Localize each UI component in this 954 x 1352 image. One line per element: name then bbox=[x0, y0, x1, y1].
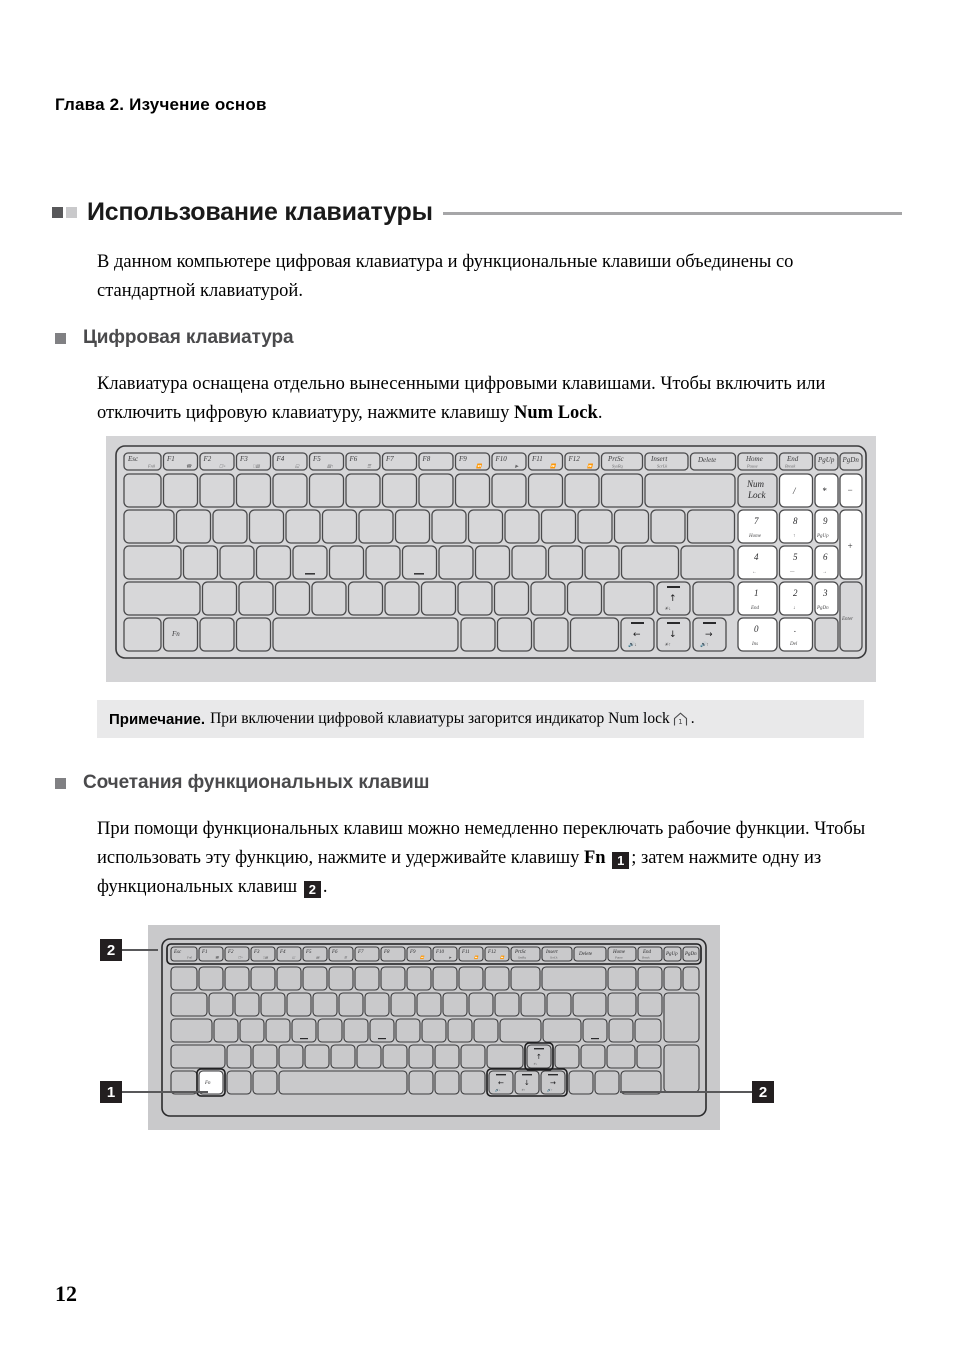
svg-text:⏩: ⏩ bbox=[587, 463, 593, 469]
svg-text:*: * bbox=[822, 486, 827, 496]
svg-text:ScrLk: ScrLk bbox=[657, 463, 668, 469]
numpad-paragraph-text-1: Клавиатура оснащена отдельно вынесенными цифровыми клавишами. Чтобы включить или отключить цифровую клавиатуру, нажмите клавишу bbox=[97, 374, 826, 423]
bullet-square-icon bbox=[55, 333, 66, 344]
svg-text:−: − bbox=[847, 485, 854, 495]
svg-text:F9: F9 bbox=[459, 455, 467, 463]
svg-text:□▤: □▤ bbox=[263, 955, 268, 960]
subsection-heading-numpad-text: Цифровая клавиатура bbox=[83, 327, 294, 348]
bullet-square-icon bbox=[55, 778, 66, 789]
svg-text:SysRq: SysRq bbox=[518, 955, 526, 960]
svg-text:↓: ↓ bbox=[524, 1079, 530, 1087]
numpad-keyboard-illustration bbox=[106, 436, 876, 682]
svg-text:↑: ↑ bbox=[536, 1053, 542, 1061]
fn-paragraph-text-2: ; затем нажмите одну из функциональных клавиш bbox=[97, 848, 822, 897]
svg-text:PgDn: PgDn bbox=[685, 952, 697, 957]
home-key-row bbox=[171, 1019, 661, 1042]
heading-square-dark-icon bbox=[52, 207, 63, 218]
svg-text:F6: F6 bbox=[349, 455, 358, 463]
svg-text:→: → bbox=[550, 1079, 556, 1087]
svg-text:PgUp: PgUp bbox=[666, 952, 678, 957]
subsection-heading-fn-text: Сочетания функциональных клавиш bbox=[83, 772, 430, 793]
leader-line-right bbox=[620, 1091, 752, 1093]
svg-text:Esc: Esc bbox=[128, 455, 139, 463]
svg-text:Num: Num bbox=[747, 479, 765, 489]
note-text: При включении цифровой клавиатуры загорится индикатор Num lock bbox=[210, 710, 670, 727]
numpad-row-1 bbox=[738, 474, 862, 507]
svg-text:F2: F2 bbox=[203, 455, 212, 463]
arrow-down-key bbox=[657, 618, 690, 651]
svg-text:5: 5 bbox=[793, 552, 798, 562]
svg-text:☎: ☎ bbox=[215, 955, 219, 960]
inline-callout-1: 1 bbox=[612, 852, 629, 869]
callout-marker-2-right: 2 bbox=[752, 1081, 774, 1103]
svg-text:F12: F12 bbox=[488, 950, 497, 955]
figure-numpad-keyboard bbox=[106, 436, 876, 682]
svg-text:End: End bbox=[787, 455, 799, 463]
svg-text:Enter: Enter bbox=[842, 617, 854, 622]
svg-text:☐×: ☐× bbox=[238, 955, 244, 960]
svg-text:PgDn: PgDn bbox=[842, 456, 859, 464]
home-key-row bbox=[124, 546, 734, 579]
svg-text:⏩: ⏩ bbox=[500, 955, 504, 960]
svg-text:Home: Home bbox=[749, 534, 761, 539]
svg-text:Delete: Delete bbox=[698, 456, 717, 464]
svg-text:Ins: Ins bbox=[752, 642, 759, 647]
fn-key-label: Fn bbox=[205, 1081, 211, 1086]
svg-text:☀↓: ☀↓ bbox=[533, 1062, 538, 1066]
intro-paragraph: В данном компьютере цифровая клавиатура и функциональные клавиши объединены со стандартной клавиатурой. bbox=[97, 252, 794, 301]
svg-text:→: → bbox=[822, 570, 827, 575]
svg-text:PrtSc: PrtSc bbox=[515, 950, 527, 955]
svg-text:🔊↑: 🔊↑ bbox=[700, 643, 709, 648]
svg-text:☀↓: ☀↓ bbox=[664, 607, 671, 612]
arrow-left-key bbox=[621, 618, 654, 651]
numpad-paragraph-text-2: . bbox=[597, 403, 603, 423]
svg-text:▤↑: ▤↑ bbox=[327, 463, 334, 469]
num-lock-indicator-icon bbox=[672, 712, 689, 727]
svg-text:▤↑: ▤↑ bbox=[316, 955, 321, 960]
svg-text:Insert: Insert bbox=[651, 455, 668, 463]
svg-text:F5: F5 bbox=[313, 455, 321, 463]
shift-key-row bbox=[124, 582, 734, 615]
function-key-row-highlight bbox=[167, 944, 701, 964]
svg-text:Insert: Insert bbox=[546, 950, 558, 955]
fn-paragraph bbox=[97, 815, 897, 902]
arrow-up-key bbox=[657, 582, 690, 615]
numlock-bold-key: Num Lock bbox=[514, 403, 598, 423]
fn-paragraph-text-3: . bbox=[322, 877, 328, 897]
svg-text:⏪: ⏪ bbox=[420, 955, 424, 960]
svg-text:9: 9 bbox=[823, 516, 828, 526]
numpad-paragraph bbox=[97, 370, 897, 428]
note-box bbox=[97, 700, 864, 738]
svg-text:F11: F11 bbox=[462, 950, 470, 955]
heading-rule bbox=[443, 212, 902, 215]
svg-text:F3: F3 bbox=[240, 455, 248, 463]
svg-text:F11: F11 bbox=[532, 455, 543, 463]
fn-key bbox=[164, 618, 198, 651]
svg-text:F2: F2 bbox=[228, 950, 234, 955]
svg-text:F10: F10 bbox=[436, 950, 445, 955]
leader-line-top bbox=[122, 949, 158, 951]
svg-text:1: 1 bbox=[678, 717, 683, 726]
space-key-row bbox=[171, 1069, 661, 1096]
section-heading bbox=[52, 196, 902, 228]
svg-text:F1: F1 bbox=[167, 455, 175, 463]
svg-text:.: . bbox=[794, 624, 797, 634]
svg-text:Lock: Lock bbox=[748, 490, 766, 500]
section-heading-text: Использование клавиатуры bbox=[87, 197, 433, 226]
arrow-right-key bbox=[541, 1071, 565, 1094]
svg-text:⏪: ⏪ bbox=[476, 463, 482, 469]
arrow-left-key bbox=[489, 1071, 513, 1094]
svg-text:F1: F1 bbox=[202, 950, 208, 955]
arrow-right-key bbox=[693, 618, 726, 651]
svg-text:⏩: ⏩ bbox=[550, 463, 556, 469]
svg-text:☐×: ☐× bbox=[219, 463, 226, 469]
svg-text:PgDn: PgDn bbox=[817, 606, 829, 611]
svg-text:PgUp: PgUp bbox=[817, 534, 829, 539]
svg-text:Pause: Pause bbox=[615, 955, 623, 960]
svg-text:←: ← bbox=[633, 630, 641, 640]
svg-text:F5: F5 bbox=[306, 950, 312, 955]
svg-text:F10: F10 bbox=[495, 455, 507, 463]
svg-text:0: 0 bbox=[754, 624, 759, 634]
space-key-row bbox=[124, 618, 726, 651]
svg-text:🔊↑: 🔊↑ bbox=[547, 1088, 553, 1092]
svg-text:◱: ◱ bbox=[292, 955, 296, 960]
svg-text:PrtSc: PrtSc bbox=[608, 455, 624, 463]
subsection-heading-numpad bbox=[55, 327, 293, 349]
svg-text:☰: ☰ bbox=[367, 463, 371, 469]
svg-text:End: End bbox=[643, 950, 652, 955]
page-number: 12 bbox=[55, 1281, 77, 1306]
svg-text:F4: F4 bbox=[276, 455, 285, 463]
svg-text:Home: Home bbox=[746, 455, 763, 463]
svg-text:▶: ▶ bbox=[449, 955, 452, 960]
svg-text:←: ← bbox=[752, 570, 757, 575]
svg-text:□▤: □▤ bbox=[253, 463, 260, 469]
fn-paragraph-text-1: При помощи функциональных клавиш можно немедленно переключать рабочие функции. Чтобы использовать эту функцию, нажмите и удерживайте клавишу bbox=[97, 819, 866, 868]
svg-text:8: 8 bbox=[793, 516, 798, 526]
svg-text:2: 2 bbox=[793, 588, 798, 598]
svg-text:F7: F7 bbox=[358, 950, 364, 955]
svg-text:Break: Break bbox=[785, 463, 796, 469]
svg-text:Fn0: Fn0 bbox=[187, 955, 193, 960]
svg-text:F8: F8 bbox=[384, 950, 390, 955]
fn-key-label: Fn bbox=[172, 630, 180, 638]
svg-text:F6: F6 bbox=[332, 950, 338, 955]
note-text-end: . bbox=[690, 710, 695, 727]
inline-callout-2: 2 bbox=[304, 881, 321, 898]
svg-text:Esc: Esc bbox=[174, 950, 182, 955]
svg-text:Home: Home bbox=[613, 950, 625, 955]
svg-text:+: + bbox=[847, 541, 854, 551]
svg-text:ScrLk: ScrLk bbox=[550, 955, 558, 960]
svg-text:▶: ▶ bbox=[515, 463, 519, 469]
chapter-title: Глава 2. Изучение основ bbox=[55, 95, 267, 114]
fn-bold-key: Fn bbox=[584, 848, 606, 868]
svg-text:F9: F9 bbox=[410, 950, 416, 955]
svg-text:F7: F7 bbox=[386, 455, 394, 463]
arrow-down-key bbox=[515, 1071, 539, 1094]
svg-text:🔊↓: 🔊↓ bbox=[495, 1088, 501, 1092]
svg-text:PgUp: PgUp bbox=[818, 456, 835, 464]
leader-line-left bbox=[122, 1091, 208, 1093]
svg-text:Break: Break bbox=[642, 955, 650, 960]
svg-text:☎: ☎ bbox=[186, 463, 192, 469]
svg-text:4: 4 bbox=[754, 552, 759, 562]
svg-text:↑: ↑ bbox=[669, 594, 677, 604]
svg-text:—: — bbox=[790, 570, 795, 575]
svg-text:→: → bbox=[705, 630, 713, 640]
svg-text:☰: ☰ bbox=[344, 955, 347, 960]
subsection-heading-fn bbox=[55, 772, 429, 794]
svg-text:3: 3 bbox=[823, 588, 828, 598]
svg-text:☀↑: ☀↑ bbox=[664, 643, 671, 648]
svg-text:Fn0: Fn0 bbox=[148, 463, 156, 469]
numpad-row-3 bbox=[738, 546, 838, 579]
svg-text:↓: ↓ bbox=[793, 606, 796, 611]
qwerty-key-row bbox=[124, 510, 735, 543]
svg-text:F3: F3 bbox=[254, 950, 260, 955]
arrow-key-cluster-highlight bbox=[487, 1069, 567, 1096]
svg-text:Pause: Pause bbox=[747, 463, 758, 469]
figure-fn-keyboard bbox=[148, 925, 720, 1130]
numpad-row-5 bbox=[738, 618, 838, 651]
svg-text:↓: ↓ bbox=[669, 630, 677, 640]
callout-marker-2-top: 2 bbox=[100, 939, 122, 961]
svg-text:Del: Del bbox=[790, 642, 798, 647]
callout-marker-1-left: 1 bbox=[100, 1081, 122, 1103]
svg-text:F8: F8 bbox=[422, 455, 431, 463]
svg-text:/: / bbox=[793, 486, 796, 496]
svg-text:⏩: ⏩ bbox=[474, 955, 478, 960]
arrow-up-key bbox=[525, 1043, 553, 1070]
note-label: Примечание. bbox=[109, 710, 206, 728]
svg-text:←: ← bbox=[498, 1079, 504, 1087]
svg-text:6: 6 bbox=[823, 552, 828, 562]
svg-text:SysRq: SysRq bbox=[612, 463, 623, 469]
svg-text:F4: F4 bbox=[280, 950, 286, 955]
fn-keyboard-illustration bbox=[148, 925, 720, 1130]
svg-text:7: 7 bbox=[754, 516, 759, 526]
svg-text:1: 1 bbox=[754, 588, 759, 598]
svg-text:◱: ◱ bbox=[295, 463, 300, 469]
svg-text:🔊↓: 🔊↓ bbox=[628, 643, 637, 648]
svg-text:↑: ↑ bbox=[793, 534, 796, 539]
svg-text:F12: F12 bbox=[568, 455, 580, 463]
svg-text:☀↑: ☀↑ bbox=[521, 1088, 526, 1092]
svg-text:End: End bbox=[751, 606, 760, 611]
heading-square-light-icon bbox=[66, 207, 77, 218]
svg-text:Delete: Delete bbox=[579, 952, 593, 957]
